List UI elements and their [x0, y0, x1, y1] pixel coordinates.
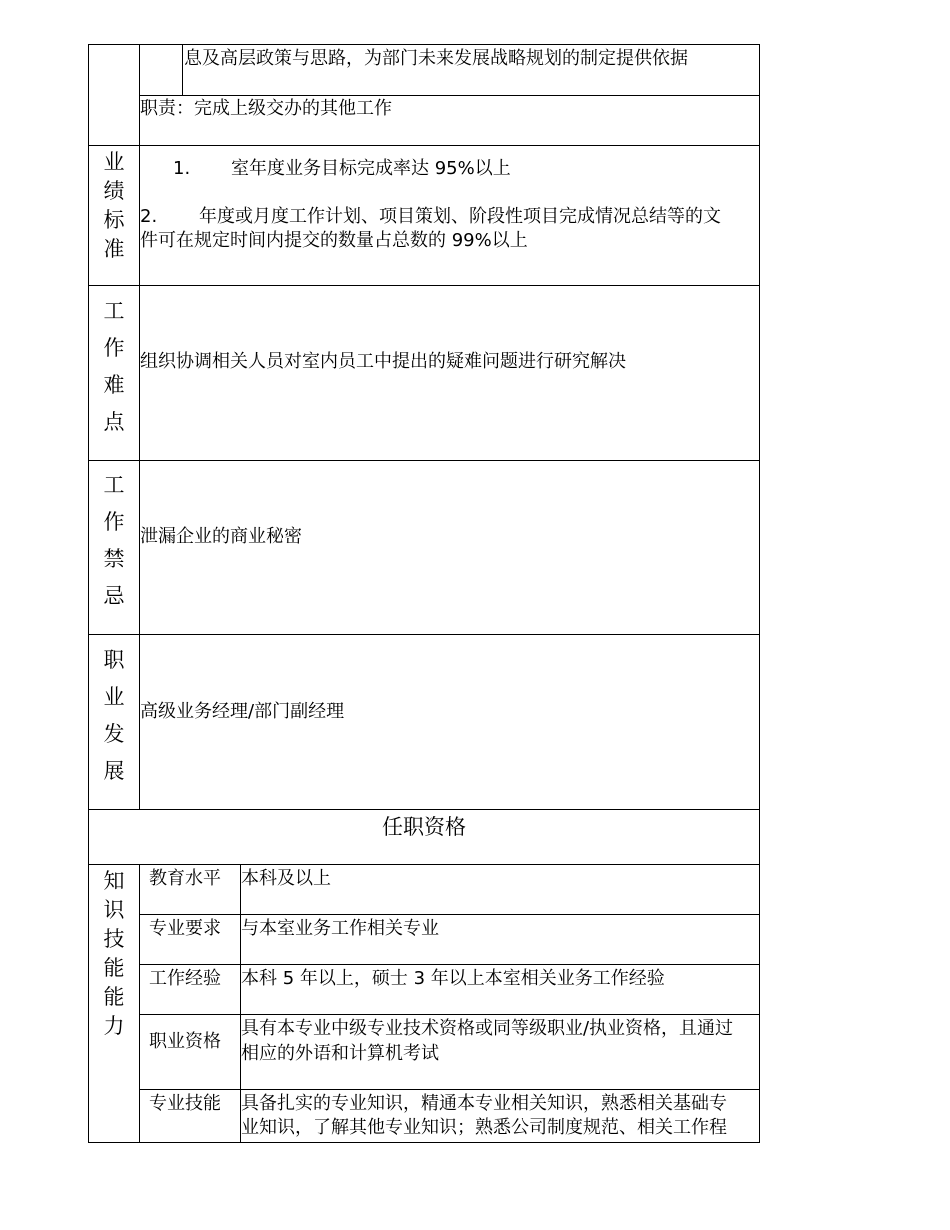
major-requirement-value: 与本室业务工作相关专业 [241, 918, 439, 939]
work-taboo-text: 泄漏企业的商业秘密 [140, 526, 302, 547]
qual-row-separator [139, 914, 760, 915]
performance-item-2-number: 2. [140, 206, 158, 227]
row-separator [88, 460, 760, 461]
qual-label-divider [139, 864, 140, 1143]
professional-skill-value-line1: 具备扎实的专业知识，精通本专业相关知识，熟悉相关基础专 [241, 1093, 727, 1114]
work-difficulty-label: 工作难点 [103, 299, 125, 434]
work-taboo-label: 工作禁忌 [103, 473, 125, 608]
knowledge-skill-ability-label: 知识技能能力 [103, 869, 125, 1038]
career-development-text: 高级业务经理/部门副经理 [140, 701, 345, 722]
performance-item-2-text-line2: 件可在规定时间内提交的数量占总数的 99%以上 [140, 230, 528, 251]
qualification-heading: 任职资格 [382, 815, 466, 839]
table-border-right [759, 44, 760, 1143]
professional-skill-value-line2: 业知识，了解其他专业知识；熟悉公司制度规范、相关工作程 [241, 1117, 727, 1138]
education-level-label: 教育水平 [149, 868, 221, 889]
work-difficulty-text: 组织协调相关人员对室内员工中提出的疑难问题进行研究解决 [140, 351, 626, 372]
row-separator [88, 864, 760, 865]
row-separator [88, 634, 760, 635]
responsibility-continuation-text: 息及高层政策与思路，为部门未来发展战略规划的制定提供依据 [184, 48, 688, 69]
professional-qualification-label: 职业资格 [149, 1031, 221, 1052]
row-separator [139, 95, 760, 96]
qual-row-separator [139, 1089, 760, 1090]
work-experience-value: 本科 5 年以上，硕士 3 年以上本室相关业务工作经验 [241, 968, 665, 989]
work-experience-label: 工作经验 [149, 968, 221, 989]
table-border-top [88, 44, 760, 45]
row-separator [88, 809, 760, 810]
performance-item-1-text: 室年度业务目标完成率达 95%以上 [231, 158, 511, 179]
qual-row-separator [139, 1014, 760, 1015]
professional-qualification-value-line2: 相应的外语和计算机考试 [241, 1043, 439, 1064]
row-separator [88, 285, 760, 286]
performance-item-2-text-line1: 年度或月度工作计划、项目策划、阶段性项目完成情况总结等的文 [199, 206, 721, 227]
label-column-divider [139, 44, 140, 810]
performance-standard-label: 业绩标准 [103, 150, 125, 261]
other-duties-text: 职责：完成上级交办的其他工作 [140, 98, 392, 119]
education-level-value: 本科及以上 [241, 868, 331, 889]
professional-skill-label: 专业技能 [149, 1093, 221, 1114]
row-separator [88, 145, 760, 146]
major-requirement-label: 专业要求 [149, 918, 221, 939]
qual-row-separator [139, 964, 760, 965]
performance-item-1-number: 1. [173, 158, 191, 179]
table-border-bottom [88, 1142, 760, 1143]
inner-cell-divider [182, 44, 183, 95]
professional-qualification-value-line1: 具有本专业中级专业技术资格或同等级职业/执业资格，且通过 [241, 1018, 734, 1039]
career-development-label: 职业发展 [103, 648, 125, 783]
